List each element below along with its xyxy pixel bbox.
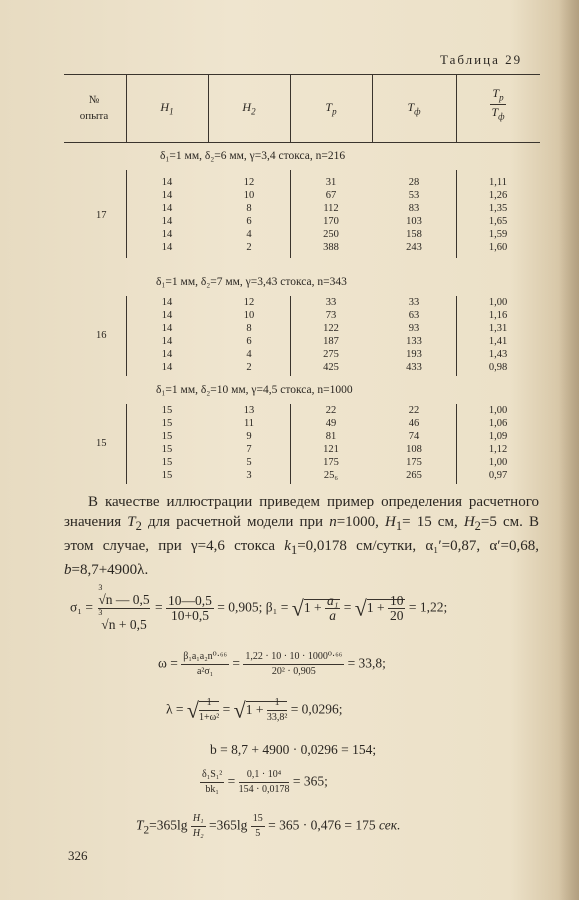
table-cell: 250 (323, 229, 339, 240)
table-cell: 28 (408, 177, 420, 188)
table-cell: 1,41 (488, 336, 508, 347)
table-cell: 14 (161, 242, 173, 253)
table-cell: 158 (406, 229, 422, 240)
table-cell: 108 (406, 444, 422, 455)
header-ratio: $\frac{T_р}{T_ф}$ (491, 86, 505, 122)
table-cell: 6 (246, 216, 252, 227)
table-cell: 15 (161, 457, 173, 468)
table-cell: 63 (408, 310, 420, 321)
table-cell: 11 (243, 418, 255, 429)
table-cell: 83 (408, 203, 420, 214)
table-cell: 13 (243, 405, 255, 416)
table-cell: 425 (323, 362, 339, 373)
table-cell: 8 (246, 203, 252, 214)
experiment-number: 16 (96, 330, 107, 341)
table-cell: 33 (408, 297, 420, 308)
table-cell: 14 (161, 336, 173, 347)
body-paragraph: В качестве иллюстрации приведем пример определения расчетного значения $T_2$ для расчетной модели при n=1000, $H_1= 15$ см, $H_2=5$ см. В этом случае, при γ=4,6 стокса $k_1=0,0178$ см/сутки, α₁′=0,87, α′=0,68, b=8,7+4900λ. (64, 494, 540, 578)
table-cell: 170 (323, 216, 339, 227)
table-row (0, 189, 579, 202)
table-row (0, 348, 579, 361)
table-cell: 93 (408, 323, 420, 334)
table-cell: 5 (246, 457, 252, 468)
table-cell: 1,11 (489, 177, 507, 188)
table-cell: 103 (406, 216, 422, 227)
table-row (0, 430, 579, 443)
table-cell: 33 (325, 297, 337, 308)
table-cell: 243 (406, 242, 422, 253)
group-params: δ₁=1 мм, δ₂=7 мм, γ=3,43 стокса, n=343 (156, 276, 347, 288)
table-row (0, 176, 579, 189)
table-cell: 433 (406, 362, 422, 373)
header-h1: $H_1$ (160, 100, 174, 117)
table-top-rule (64, 74, 540, 75)
table-cell: 1,65 (488, 216, 508, 227)
table-cell: 14 (161, 216, 173, 227)
table-cell: 14 (161, 310, 173, 321)
table-cell: 388 (323, 242, 339, 253)
formula-sigma-beta: σ₁ = 3 √n — 0,5 3 √n + 0,5 = $\frac{10—0,5}{10+0,5}$ = 0,905; β₁ = √1 + $\frac{\text{a₁}}{a}$ = √1 + $\frac{10}{20}$ = 1,22; (70, 583, 448, 632)
table-cell: 4 (246, 349, 252, 360)
table-row (0, 335, 579, 348)
table-cell: 22 (408, 405, 420, 416)
table-cell: 8 (246, 323, 252, 334)
table-cell: 74 (408, 431, 420, 442)
table-cell: 1,43 (488, 349, 508, 360)
table-cell: 49 (325, 418, 337, 429)
table-cell: 14 (161, 297, 173, 308)
table-row (0, 202, 579, 215)
table-cell: 14 (161, 190, 173, 201)
table-row (0, 443, 579, 456)
page-number: 326 (68, 848, 88, 863)
table-caption: Таблица 29 (440, 52, 523, 67)
experiment-number: 17 (96, 210, 107, 221)
table-cell: 1,00 (488, 297, 508, 308)
table-cell: 14 (161, 349, 173, 360)
table-row (0, 417, 579, 430)
table-cell: 53 (408, 190, 420, 201)
table-cell: 15 (161, 444, 173, 455)
table-cell: 187 (323, 336, 339, 347)
formula-b: b = 8,7 + 4900 · 0,0296 = 154; (210, 742, 377, 757)
table-cell: 73 (325, 310, 337, 321)
table-cell: 22 (325, 405, 337, 416)
table-cell: 14 (161, 362, 173, 373)
table-cell: 7 (246, 444, 252, 455)
table-cell: 2 (246, 242, 252, 253)
table-cell: 1,60 (488, 242, 508, 253)
table-cell: 193 (406, 349, 422, 360)
table-cell: 15 (161, 431, 173, 442)
table-cell: 10 (243, 190, 255, 201)
header-tp: $T_р$ (325, 100, 337, 117)
table-cell: 121 (323, 444, 339, 455)
table-cell: 67 (325, 190, 337, 201)
group-params: δ₁=1 мм, δ₂=6 мм, γ=3,4 стокса, n=216 (160, 150, 346, 162)
table-cell: 25₆ (323, 470, 339, 481)
table-row (0, 361, 579, 374)
table-row (0, 296, 579, 309)
table-row (0, 469, 579, 482)
table-cell: 1,12 (488, 444, 508, 455)
table-cell: 14 (161, 177, 173, 188)
header-tf: $T_ф$ (407, 100, 421, 117)
table-cell: 6 (246, 336, 252, 347)
table-cell: 0,97 (488, 470, 508, 481)
table-row (0, 404, 579, 417)
table-cell: 1,35 (488, 203, 508, 214)
table-row (0, 322, 579, 335)
header-h2: $H_2$ (242, 100, 256, 117)
header-experiment-no: № опыта (79, 94, 109, 122)
table-cell: 1,16 (488, 310, 508, 321)
table-row (0, 228, 579, 241)
formula-omega: ω = $\frac{\text{β₁a₁a₂n⁰·⁶⁶}}{\text{a²σ₁}}$ = $\frac{\text{1,22 · 10 · 10 · 1000⁰·⁶⁶}}{\text{20² · 0,905}}$ = 33,8; (158, 651, 386, 677)
table-cell: 1,59 (488, 229, 508, 240)
table-cell: 175 (406, 457, 422, 468)
table-row (0, 309, 579, 322)
table-cell: 1,26 (488, 190, 508, 201)
table-cell: 275 (323, 349, 339, 360)
formula-k1: $\frac{\text{δ₁S₁²}}{\text{bk₁}}$ = $\frac{\text{0,1 · 10⁴}}{154 \cdot 0,0178}$ = 365; (202, 769, 328, 795)
table-cell: 265 (406, 470, 422, 481)
table-cell: 1,09 (488, 431, 508, 442)
table-cell: 10 (243, 310, 255, 321)
table-row (0, 456, 579, 469)
experiment-number: 15 (96, 438, 107, 449)
table-cell: 31 (325, 177, 337, 188)
table-row (0, 215, 579, 228)
table-cell: 12 (243, 297, 255, 308)
table-cell: 12 (243, 177, 255, 188)
table-cell: 133 (406, 336, 422, 347)
formula-lambda: λ = √ $\frac{1}{\text{1+ω²}}$ = √1 + $\frac{1}{\text{33,8²}}$ = 0,0296; (166, 697, 343, 723)
table-cell: 175 (323, 457, 339, 468)
table-cell: 3 (246, 470, 252, 481)
table-row (0, 241, 579, 254)
formula-t2: $T_2=365\lg$ $\frac{\text{H₁}}{\text{H₂}}$ =365lg $\frac{15}{5}$ = 365 · 0,476 = 175 сек. (136, 813, 401, 839)
group-params: δ₁=1 мм, δ₂=10 мм, γ=4,5 стокса, n=1000 (156, 384, 353, 396)
table-cell: 14 (161, 323, 173, 334)
table-cell: 15 (161, 418, 173, 429)
table-cell: 4 (246, 229, 252, 240)
table-cell: 14 (161, 229, 173, 240)
table-cell: 1,00 (488, 457, 508, 468)
table-cell: 112 (323, 203, 339, 214)
table-cell: 0,98 (488, 362, 508, 373)
table-cell: 46 (408, 418, 420, 429)
table-cell: 14 (161, 203, 173, 214)
table-cell: 15 (161, 405, 173, 416)
table-cell: 122 (323, 323, 339, 334)
table-cell: 2 (246, 362, 252, 373)
table-cell: 1,31 (488, 323, 508, 334)
table-cell: 15 (161, 470, 173, 481)
table-header-rule (64, 142, 540, 143)
table-cell: 1,00 (488, 405, 508, 416)
table-cell: 81 (325, 431, 337, 442)
table-cell: 9 (246, 431, 252, 442)
table-cell: 1,06 (488, 418, 508, 429)
